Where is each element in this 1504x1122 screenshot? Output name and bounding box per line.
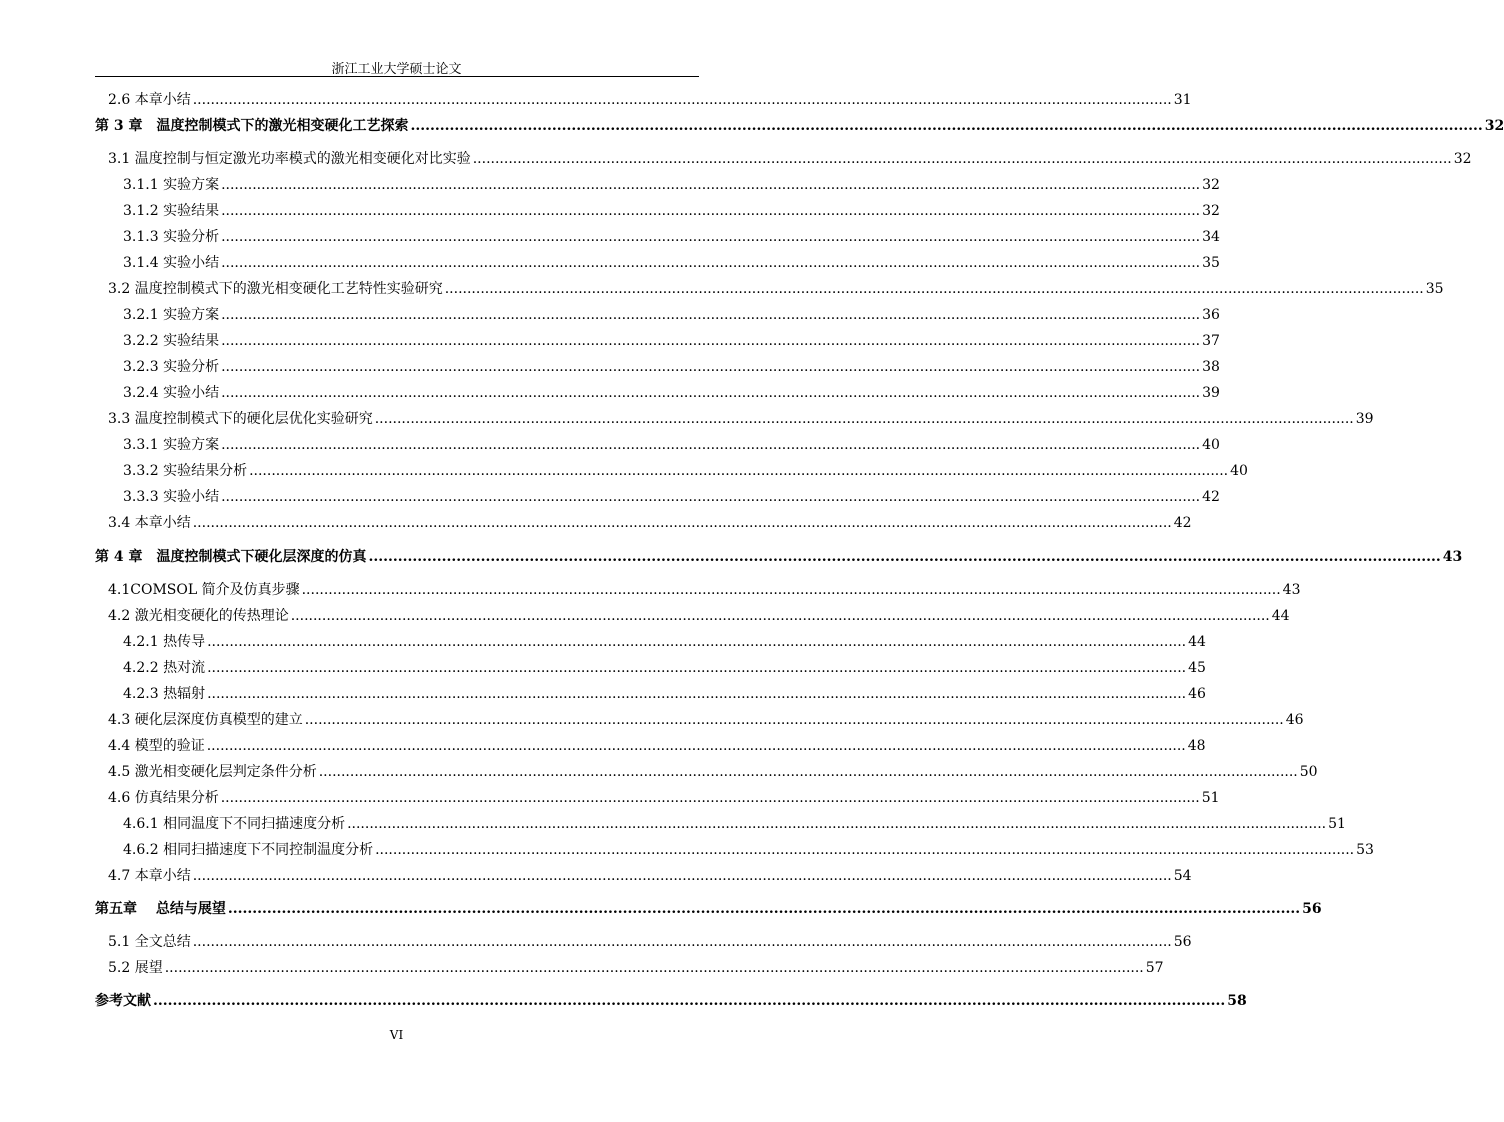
toc-entry-page: 39 (1202, 385, 1220, 401)
toc-entry-label: 4.7 本章小结 (108, 868, 191, 884)
dot-leader: ............................................................................................................................................................................................................................ (347, 816, 1327, 832)
toc-entry-page: 50 (1299, 764, 1318, 780)
toc-entry[interactable] (108, 927, 1192, 951)
toc-entry-page: 48 (1187, 738, 1206, 754)
dot-leader: ............................................................................................................................................................................................................................ (221, 203, 1201, 219)
toc-entry[interactable] (108, 575, 1301, 599)
toc-entry-label: 4.4 模型的验证 (108, 738, 205, 754)
dot-leader: ............................................................................................................................................................................................................................ (249, 463, 1229, 479)
toc-entry[interactable] (123, 679, 1206, 703)
toc-entry-page: 32 (1484, 118, 1504, 134)
dot-leader: ............................................................................................................................................................................................................................ (290, 608, 1270, 624)
dot-leader: ............................................................................................................................................................................................................................ (207, 634, 1187, 650)
dot-leader: ............................................................................................................................................................................................................................ (221, 229, 1201, 245)
toc-entry-label: 3.2.3 实验分析 (123, 359, 220, 375)
dot-leader: ............................................................................................................................................................................................................................ (192, 868, 1172, 884)
toc-entry-label: 3.3.1 实验方案 (123, 437, 220, 453)
toc-entry-label: 4.2.2 热对流 (123, 660, 206, 676)
dot-leader: ............................................................................................................................................................................................................................ (206, 738, 1186, 754)
toc-entry-page: 39 (1355, 411, 1374, 427)
page-number: VI (389, 1028, 404, 1042)
toc-entry[interactable] (108, 705, 1304, 729)
dot-leader: ............................................................................................................................................................................................................................ (192, 934, 1172, 950)
toc-entry-page: 36 (1202, 307, 1220, 323)
toc-entry[interactable] (123, 456, 1248, 480)
toc-entry-label: 参考文献 (95, 993, 151, 1009)
toc-entry[interactable] (123, 196, 1220, 220)
toc-entry-label: 3.2 温度控制模式下的激光相变硬化工艺特性实验研究 (108, 281, 443, 297)
toc-entry[interactable] (108, 85, 1192, 109)
toc-entry[interactable] (108, 274, 1444, 298)
toc-entry-label: 3.1.1 实验方案 (123, 177, 220, 193)
toc-chapter-entry[interactable] (95, 894, 1322, 918)
toc-entry[interactable] (108, 601, 1290, 625)
toc-entry[interactable] (123, 378, 1220, 402)
toc-entry[interactable] (123, 430, 1220, 454)
toc-entry-page: 34 (1202, 229, 1220, 245)
toc-chapter-entry[interactable] (95, 986, 1247, 1010)
dot-leader: ............................................................................................................................................................................................................................ (227, 901, 1301, 917)
toc-entry[interactable] (123, 835, 1374, 859)
toc-entry-page: 46 (1285, 712, 1304, 728)
toc-entry-label: 第五章 总结与展望 (95, 901, 226, 917)
dot-leader: ............................................................................................................................................................................................................................ (375, 842, 1355, 858)
toc-entry-label: 2.6 本章小结 (108, 92, 191, 108)
toc-entry-page: 42 (1202, 489, 1220, 505)
toc-entry-page: 44 (1271, 608, 1290, 624)
toc-entry[interactable] (123, 248, 1220, 272)
dot-leader: ............................................................................................................................................................................................................................ (318, 764, 1298, 780)
toc-entry-label: 3.1.3 实验分析 (123, 229, 220, 245)
toc-entry-page: 46 (1188, 686, 1206, 702)
running-header: 浙江工业大学硕士论文 (331, 62, 462, 77)
toc-entry-label: 3.2.2 实验结果 (123, 333, 220, 349)
toc-entry-label: 3.2.1 实验方案 (123, 307, 220, 323)
dot-leader: ............................................................................................................................................................................................................................ (192, 515, 1172, 531)
toc-entry[interactable] (123, 809, 1346, 833)
dot-leader: ............................................................................................................................................................................................................................ (220, 790, 1200, 806)
toc-entry-page: 56 (1302, 901, 1322, 917)
toc-entry-page: 53 (1356, 842, 1374, 858)
header-rule (95, 76, 699, 77)
dot-leader: ............................................................................................................................................................................................................................ (221, 489, 1201, 505)
toc-entry[interactable] (108, 404, 1374, 428)
toc-entry-page: 44 (1188, 634, 1206, 650)
toc-entry-page: 42 (1173, 515, 1192, 531)
toc-entry-page: 38 (1202, 359, 1220, 375)
dot-leader: ............................................................................................................................................................................................................................ (304, 712, 1284, 728)
toc-entry-page: 58 (1227, 993, 1247, 1009)
dot-leader: ............................................................................................................................................................................................................................ (472, 151, 1452, 167)
dot-leader: ............................................................................................................................................................................................................................ (221, 177, 1201, 193)
toc-entry[interactable] (123, 352, 1220, 376)
toc-entry-label: 3.1 温度控制与恒定激光功率模式的激光相变硬化对比实验 (108, 151, 471, 167)
toc-entry-label: 4.5 激光相变硬化层判定条件分析 (108, 764, 317, 780)
toc-entry-label: 3.3.2 实验结果分析 (123, 463, 248, 479)
toc-entry-label: 4.6.2 相同扫描速度下不同控制温度分析 (123, 842, 374, 858)
toc-entry-label: 3.2.4 实验小结 (123, 385, 220, 401)
toc-entry-label: 4.1COMSOL 简介及仿真步骤 (108, 582, 300, 598)
dot-leader: ............................................................................................................................................................................................................................ (221, 255, 1201, 271)
toc-entry-page: 32 (1453, 151, 1472, 167)
toc-entry-page: 45 (1188, 660, 1206, 676)
toc-entry-label: 第 4 章 温度控制模式下硬化层深度的仿真 (95, 549, 367, 565)
toc-entry-page: 57 (1145, 960, 1164, 976)
toc-entry-page: 37 (1202, 333, 1220, 349)
toc-entry-page: 54 (1173, 868, 1192, 884)
dot-leader: ............................................................................................................................................................................................................................ (368, 549, 1441, 565)
toc-entry-page: 32 (1202, 177, 1220, 193)
toc-entry[interactable] (123, 326, 1220, 350)
toc-entry[interactable] (108, 508, 1192, 532)
toc-entry-label: 3.3 温度控制模式下的硬化层优化实验研究 (108, 411, 373, 427)
toc-entry[interactable] (108, 144, 1472, 168)
toc-entry-page: 51 (1328, 816, 1346, 832)
toc-entry-label: 3.1.4 实验小结 (123, 255, 220, 271)
dot-leader: ............................................................................................................................................................................................................................ (221, 385, 1201, 401)
toc-entry-page: 43 (1282, 582, 1301, 598)
toc-entry-page: 43 (1442, 549, 1463, 565)
dot-leader: ............................................................................................................................................................................................................................ (221, 437, 1201, 453)
toc-entry-page: 40 (1230, 463, 1248, 479)
toc-entry[interactable] (108, 861, 1192, 885)
toc-entry[interactable] (123, 170, 1220, 194)
toc-chapter-entry[interactable] (95, 111, 1504, 135)
dot-leader: ............................................................................................................................................................................................................................ (221, 307, 1201, 323)
dot-leader: ............................................................................................................................................................................................................................ (374, 411, 1354, 427)
dot-leader: ............................................................................................................................................................................................................................ (221, 359, 1201, 375)
dot-leader: ............................................................................................................................................................................................................................ (221, 333, 1201, 349)
toc-entry-label: 4.6.1 相同温度下不同扫描速度分析 (123, 816, 346, 832)
toc-entry-page: 40 (1202, 437, 1220, 453)
toc-entry-label: 4.3 硬化层深度仿真模型的建立 (108, 712, 303, 728)
toc-entry[interactable] (108, 953, 1164, 977)
toc-entry[interactable] (108, 731, 1206, 755)
toc-entry-page: 35 (1202, 255, 1220, 271)
dot-leader: ............................................................................................................................................................................................................................ (164, 960, 1144, 976)
toc-entry[interactable] (108, 757, 1318, 781)
toc-entry[interactable] (123, 482, 1220, 506)
dot-leader: ............................................................................................................................................................................................................................ (301, 582, 1281, 598)
toc-chapter-entry[interactable] (95, 542, 1463, 566)
toc-entry[interactable] (123, 222, 1220, 246)
dot-leader: ............................................................................................................................................................................................................................ (192, 92, 1172, 108)
dot-leader: ............................................................................................................................................................................................................................ (207, 660, 1187, 676)
toc-entry[interactable] (123, 653, 1206, 677)
toc-entry-page: 51 (1201, 790, 1220, 806)
toc-entry[interactable] (108, 783, 1220, 807)
toc-entry-page: 32 (1202, 203, 1220, 219)
toc-entry-label: 4.6 仿真结果分析 (108, 790, 219, 806)
toc-entry-page: 56 (1173, 934, 1192, 950)
toc-entry-label: 5.1 全文总结 (108, 934, 191, 950)
toc-entry-label: 4.2 激光相变硬化的传热理论 (108, 608, 289, 624)
toc-entry-label: 4.2.3 热辐射 (123, 686, 206, 702)
dot-leader: ............................................................................................................................................................................................................................ (207, 686, 1187, 702)
toc-entry-page: 35 (1425, 281, 1444, 297)
toc-entry[interactable] (123, 627, 1206, 651)
toc-entry-label: 5.2 展望 (108, 960, 163, 976)
dot-leader: ............................................................................................................................................................................................................................ (153, 993, 1226, 1009)
toc-entry-label: 3.4 本章小结 (108, 515, 191, 531)
toc-entry-label: 4.2.1 热传导 (123, 634, 206, 650)
toc-entry[interactable] (123, 300, 1220, 324)
dot-leader: ............................................................................................................................................................................................................................ (410, 118, 1483, 134)
toc-entry-label: 第 3 章 温度控制模式下的激光相变硬化工艺探索 (95, 118, 409, 134)
toc-entry-page: 31 (1173, 92, 1192, 108)
dot-leader: ............................................................................................................................................................................................................................ (444, 281, 1424, 297)
toc-entry-label: 3.1.2 实验结果 (123, 203, 220, 219)
toc-entry-label: 3.3.3 实验小结 (123, 489, 220, 505)
